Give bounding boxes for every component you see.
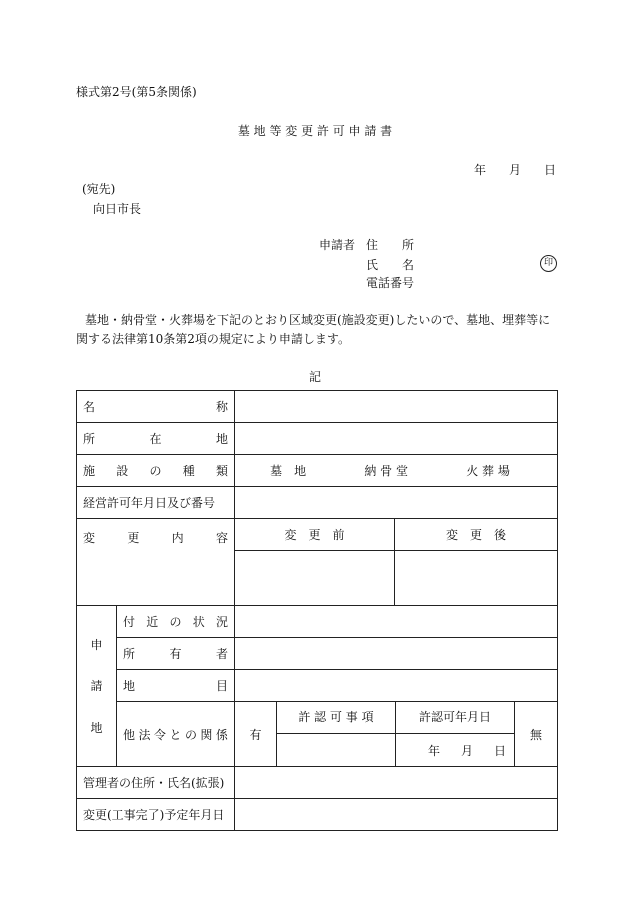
other-law-details xyxy=(277,702,515,767)
date-month: 月 xyxy=(508,163,521,177)
completion-date-field[interactable] xyxy=(235,799,558,831)
other-law-yes[interactable]: 有 xyxy=(235,702,277,767)
applicant-name-label: 氏 名 xyxy=(366,258,415,272)
location-field[interactable] xyxy=(235,423,558,455)
before-change-field[interactable] xyxy=(235,551,395,606)
facility-option-ossuary[interactable]: 納 骨 堂 xyxy=(364,464,408,478)
date-line xyxy=(474,161,556,178)
permit-item-field[interactable] xyxy=(277,734,395,766)
addressee: 向日市長 xyxy=(93,202,142,216)
addressee-label: (宛先) xyxy=(82,182,116,196)
after-change-field[interactable] xyxy=(395,551,558,606)
other-law-label: 他 法 令 と の 関 係 xyxy=(117,702,235,767)
location-label: 所 在 地 xyxy=(77,423,235,455)
permit-field[interactable] xyxy=(235,487,558,519)
applicant-phone-label: 電話番号 xyxy=(366,276,415,290)
applicant-address-label: 住 所 xyxy=(366,238,415,252)
date-day: 日 xyxy=(543,163,556,177)
seal-icon: 印 xyxy=(540,255,557,272)
seal-mark xyxy=(540,254,557,272)
application-land-label: 申 請 地 xyxy=(77,606,117,767)
facility-option-cemetery[interactable]: 墓 地 xyxy=(270,464,307,478)
manager-field[interactable] xyxy=(235,767,558,799)
permit-date-header: 許認可年月日 xyxy=(396,702,514,734)
owner-field[interactable] xyxy=(235,638,558,670)
land-category-field[interactable] xyxy=(235,670,558,702)
surroundings-label: 付 近 の 状 況 xyxy=(117,606,235,638)
owner-label: 所 有 者 xyxy=(117,638,235,670)
permit-item-column xyxy=(277,702,396,766)
permit-date-column xyxy=(396,702,514,766)
document-title: 墓 地 等 変 更 許 可 申 請 書 xyxy=(237,124,393,138)
completion-date-label: 変更(工事完了)予定年月日 xyxy=(77,799,235,831)
after-change-header: 変 更 後 xyxy=(395,519,558,551)
form-number: 様式第2号(第5条関係) xyxy=(76,85,197,99)
date-year: 年 xyxy=(474,163,487,177)
land-category-label: 地 目 xyxy=(117,670,235,702)
facility-option-crematorium[interactable]: 火 葬 場 xyxy=(466,464,510,478)
application-form-table xyxy=(76,390,558,831)
before-change-header: 変 更 前 xyxy=(235,519,395,551)
permit-item-header: 許 認 可 事 項 xyxy=(277,702,395,734)
name-field[interactable] xyxy=(235,391,558,423)
permit-date-field[interactable]: 年 月 日 xyxy=(428,743,506,758)
change-content-label: 変 更 内 容 xyxy=(77,519,235,606)
body-text-line1: 墓地・納骨堂・火葬場を下記のとおり区域変更(施設変更)したいので、墓地、埋葬等に xyxy=(85,313,551,327)
other-law-no[interactable]: 無 xyxy=(515,702,558,767)
body-text-line2: 関する法律第10条第2項の規定により申請します。 xyxy=(76,332,350,346)
manager-label: 管理者の住所・氏名(拡張) xyxy=(77,767,235,799)
name-label: 名 称 xyxy=(77,391,235,423)
permit-label: 経営許可年月日及び番号 xyxy=(77,487,235,519)
surroundings-field[interactable] xyxy=(235,606,558,638)
applicant-label: 申請者 xyxy=(319,238,356,252)
record-label: 記 xyxy=(308,370,321,384)
facility-options xyxy=(235,455,558,487)
facility-type-label: 施 設 の 種 類 xyxy=(77,455,235,487)
